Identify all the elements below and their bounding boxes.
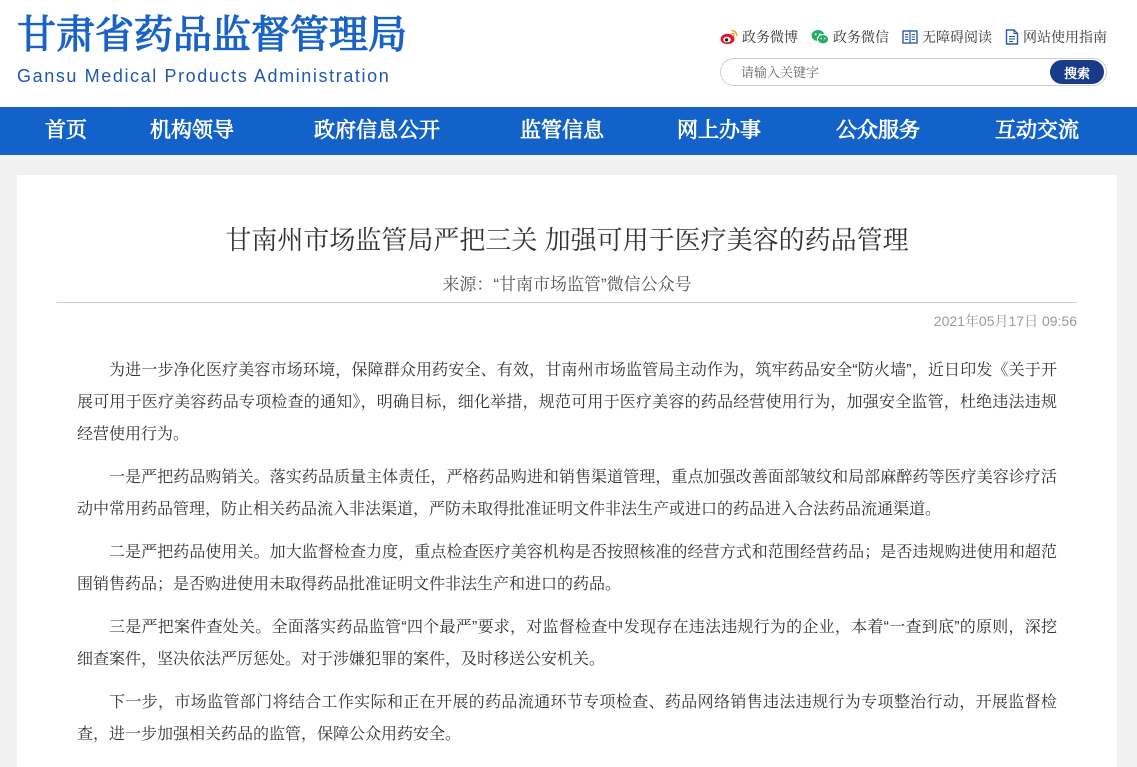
logo-english-name: Gansu Medical Products Administration: [17, 66, 391, 86]
search-button[interactable]: 搜索: [1050, 60, 1104, 84]
nav-item-online-services[interactable]: 网上办事: [677, 119, 761, 142]
search-input[interactable]: [741, 62, 1061, 82]
logo-chinese-name: 甘肃省药品监督管理局: [17, 14, 408, 57]
nav-item-home[interactable]: 首页: [45, 119, 87, 142]
top-link-wechat-label: 政务微信: [833, 29, 889, 45]
top-link-wechat[interactable]: [811, 28, 889, 46]
search-box: [720, 58, 1107, 86]
top-link-accessibility[interactable]: [902, 28, 992, 46]
article-title: 甘南州市场监管局严把三关 加强可用于医疗美容的药品管理: [225, 225, 909, 255]
top-links: [720, 28, 1107, 46]
site-header: [0, 0, 1137, 107]
article-source-value: “甘南市场监管”微信公众号: [493, 275, 692, 294]
accessibility-icon: [902, 29, 918, 45]
nav-item-gov-info[interactable]: 政府信息公开: [314, 119, 440, 142]
main-nav: [0, 107, 1137, 155]
article-date: 2021年05月17日 09:56: [933, 313, 1077, 329]
wechat-icon: [811, 29, 829, 45]
article-paragraph: 一是严把药品购销关。落实药品质量主体责任，严格药品购进和销售渠道管理，重点加强改善面部皱纹和局部麻醉药等医疗美容诊疗活动中常用药品管理，防止相关药品流入非法渠道，严防未取得批准证明文件非法生产或进口的药品进入合法药品流通渠道。: [77, 469, 1057, 518]
nav-item-interaction[interactable]: 互动交流: [995, 119, 1079, 142]
article-paragraph: 三是严把案件查处关。全面落实药品监管“四个最严”要求，对监督检查中发现存在违法违规行为的企业，本着“一查到底”的原则，深挖细查案件，坚决依法严厉惩处。对于涉嫌犯罪的案件，及时移送公安机关。: [77, 619, 1057, 668]
article-paragraph: 为进一步净化医疗美容市场环境，保障群众用药安全、有效，甘南州市场监管局主动作为，筑牢药品安全“防火墙”，近日印发《关于开展可用于医疗美容药品专项检查的通知》，明确目标，细化举措，规范可用于医疗美容的药品经营使用行为，加强安全监管，杜绝违法违规经营使用行为。: [77, 362, 1057, 443]
top-link-weibo[interactable]: [720, 28, 798, 46]
top-link-guide[interactable]: [1005, 28, 1107, 46]
article-paragraph: 下一步，市场监管部门将结合工作实际和正在开展的药品流通环节专项检查、药品网络销售违法违规行为专项整治行动，开展监督检查，进一步加强相关药品的监管，保障公众用药安全。: [77, 694, 1057, 743]
article-paragraph: 二是严把药品使用关。加大监督检查力度，重点检查医疗美容机构是否按照核准的经营方式和范围经营药品；是否违规购进使用和超范围销售药品；是否购进使用未取得药品批准证明文件非法生产和进口的药品。: [77, 544, 1057, 593]
top-link-guide-label: 网站使用指南: [1023, 29, 1107, 45]
nav-item-regulatory-info[interactable]: 监管信息: [520, 119, 604, 142]
article-panel: [17, 175, 1117, 767]
article-source: [57, 273, 1077, 303]
weibo-icon: [720, 29, 738, 45]
guide-icon: [1005, 29, 1019, 45]
nav-item-public-services[interactable]: 公众服务: [836, 119, 920, 142]
site-logo[interactable]: [17, 14, 417, 90]
article-body: [77, 355, 1057, 751]
article-source-label: 来源：: [442, 275, 494, 294]
top-link-weibo-label: 政务微博: [742, 29, 798, 45]
nav-item-leadership[interactable]: 机构领导: [150, 119, 234, 142]
top-link-accessibility-label: 无障碍阅读: [922, 29, 992, 45]
